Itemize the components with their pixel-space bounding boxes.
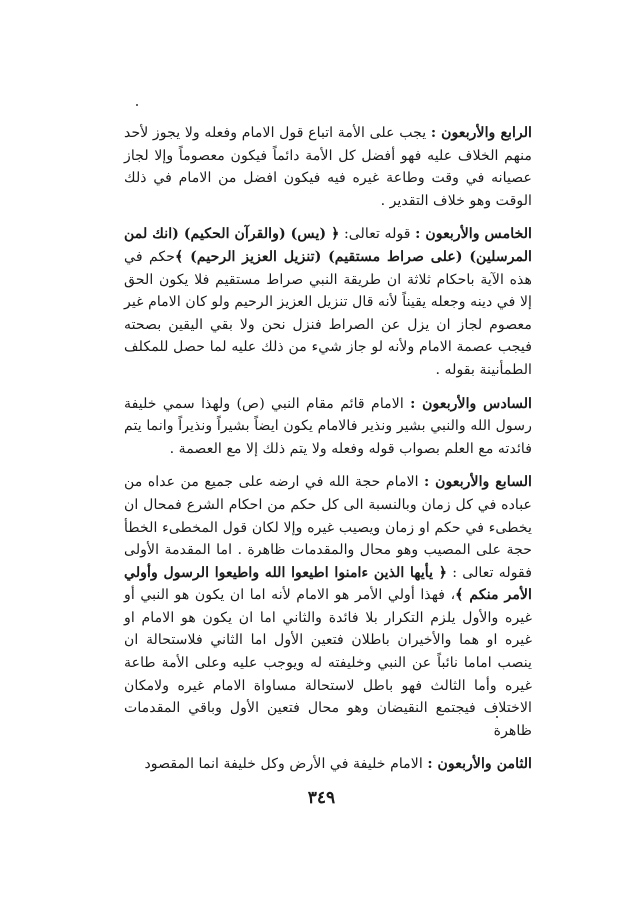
paragraph-48: [124, 753, 532, 776]
paragraph-text: الامام خليفة في الأرض وكل خليفة انما المقصود: [144, 756, 428, 773]
paragraph-47: [124, 471, 532, 742]
paragraph-title: السابع والأربعون :: [424, 474, 532, 491]
paragraph-text: الامام قائم مقام النبي (ص) ولهذا سمي خليفة رسول الله والنبي بشير ونذير فالامام يكون ايضاً بشيراً ونذيراً وانما يتم فائدته مع العلم بصواب قوله وفعله ولا يتم ذلك إلا مع العصمة .: [124, 395, 532, 457]
paragraph-44: [124, 122, 532, 212]
paragraph-title: الثامن والأربعون :: [427, 756, 532, 773]
paragraph-text: ، فهذا أولي الأمر هو الامام لأنه اما ان يكون هو النبي أو غيره والأول يلزم التكرار بلا فائدة والثاني اما ان يكون هو الامام او غيره او هما والأخيران باطلان فتعين الأول اما الثاني فلاستحالة ان ينصب اماما نائباً عن النبي وخليفته له ويوجب عليه وعلى الأمة طاعة غيره وأما الثالث فهو باطل لاستحالة مساواة الامام غيره ولامكان الاختلاف فيجتمع النقيضان وهو محال فتعين الأول وباقي المقدمات ظاهرة: [124, 587, 532, 739]
paragraph-title: الرابع والأربعون :: [430, 125, 532, 141]
paragraph-46: [124, 393, 532, 461]
paragraph-45: [124, 223, 532, 381]
page-number: ٣٤٩: [307, 788, 336, 808]
paragraph-text: يجب على الأمة اتباع قول الامام وفعله ولا يجوز لأحد منهم الخلاف عليه فهو أفضل كل الأمة دائماً فيكون معصوماً وإلا لجاز عصيانه في وقت وطاعة غيره فيه فيكون افضل من الامام في ذلك الوقت وهو خلاف التقدير .: [124, 125, 532, 209]
paragraph-title: الخامس والأربعون :: [415, 226, 532, 243]
quran-quote: ﴿ يأيها الذين ءامنوا اطيعوا الله واطيعوا الرسول وأولي الأمر منكم ﴾: [124, 564, 532, 604]
paragraph-text: حكم في هذه الآية باحكام ثلاثة ان طريقة النبي صراط مستقيم فلا يكون الحق إلا في دينه وجعله يقيناً لأنه قال تنزيل العزيز الرحيم ولو كان الامام غير معصوم لجاز ان يزل عن الصراط فنزل نحن ولا بقي اليقين بصحته فيجب عصمة الامام ولأنه لو جاز شيء من ذلك عليه لما حصل للمكلف الطمأنينة بقوله .: [124, 248, 532, 378]
print-speck: [136, 104, 138, 106]
paragraph-text: قوله تعالى:: [339, 226, 416, 243]
paragraph-title: السادس والأربعون :: [410, 395, 533, 412]
paragraph-text: الامام حجة الله في ارضه على جميع من عداه من عباده في كل زمان وبالنسبة الى كل حكم من احكام الشرع فمحال ان يخطىء في حكم او زمان ويصيب غيره وإلا لكان قول المخطىء الخطأ حجة على المصيب وهو محال والمقدمات ظاهرة . اما المقدمة الأولى فقوله تعالى :: [124, 474, 532, 581]
quran-quote: ﴿ (يس) (والقرآن الحكيم) (انك لمن المرسلين) (على صراط مستقيم) (تنزيل العزيز الرحيم) ﴾: [124, 226, 532, 265]
page-body: [124, 122, 532, 776]
